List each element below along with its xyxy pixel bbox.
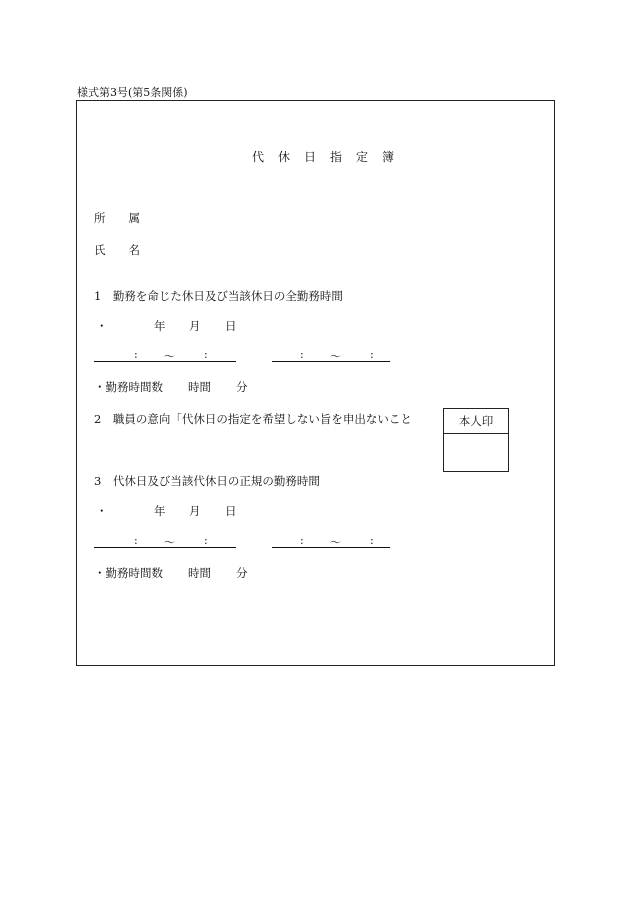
section1-hours-unit: 時間 xyxy=(188,380,211,394)
name-label: 氏 名 xyxy=(94,243,140,257)
section3-hours-unit: 時間 xyxy=(188,566,211,580)
time-colon: : xyxy=(370,534,374,547)
time-colon: : xyxy=(204,534,208,547)
document-title: 代休日指定簿 xyxy=(252,150,409,164)
form-number: 様式第3号(第5条関係) xyxy=(77,86,188,99)
section3-minutes-unit: 分 xyxy=(236,566,248,580)
time-colon: : xyxy=(300,348,304,361)
section1-month-label: 月 xyxy=(189,319,201,333)
time-colon: : xyxy=(370,348,374,361)
section1-heading: 1 勤務を命じた休日及び当該休日の全勤務時間 xyxy=(94,289,343,303)
personal-seal-box xyxy=(443,408,509,472)
time-colon: : xyxy=(204,348,208,361)
time-tilde: 〜 xyxy=(330,350,341,363)
time-tilde: 〜 xyxy=(164,350,175,363)
section3-month-label: 月 xyxy=(189,504,201,518)
section1-year-label: 年 xyxy=(154,319,166,333)
section3-bullet: ・ xyxy=(96,504,108,518)
section1-day-label: 日 xyxy=(225,319,237,333)
section2-heading: 2 職員の意向「代休日の指定を希望しない旨を申出ないこと xyxy=(94,412,412,426)
section1-minutes-unit: 分 xyxy=(236,380,248,394)
section3-day-label: 日 xyxy=(225,504,237,518)
section1-time-range-1 xyxy=(94,349,236,362)
section3-heading: 3 代休日及び当該代休日の正規の勤務時間 xyxy=(94,474,320,488)
section1-hours-label: ・勤務時間数 xyxy=(94,380,163,394)
section3-time-range-1 xyxy=(94,535,236,548)
section3-year-label: 年 xyxy=(154,504,166,518)
time-colon: : xyxy=(300,534,304,547)
seal-label: 本人印 xyxy=(444,409,508,434)
time-tilde: 〜 xyxy=(330,536,341,549)
time-tilde: 〜 xyxy=(164,536,175,549)
section1-time-range-2 xyxy=(272,349,390,362)
section3-hours-label: ・勤務時間数 xyxy=(94,566,163,580)
affiliation-label: 所 属 xyxy=(94,211,140,225)
time-colon: : xyxy=(134,348,138,361)
section1-bullet: ・ xyxy=(96,319,108,333)
section3-time-range-2 xyxy=(272,535,390,548)
time-colon: : xyxy=(134,534,138,547)
